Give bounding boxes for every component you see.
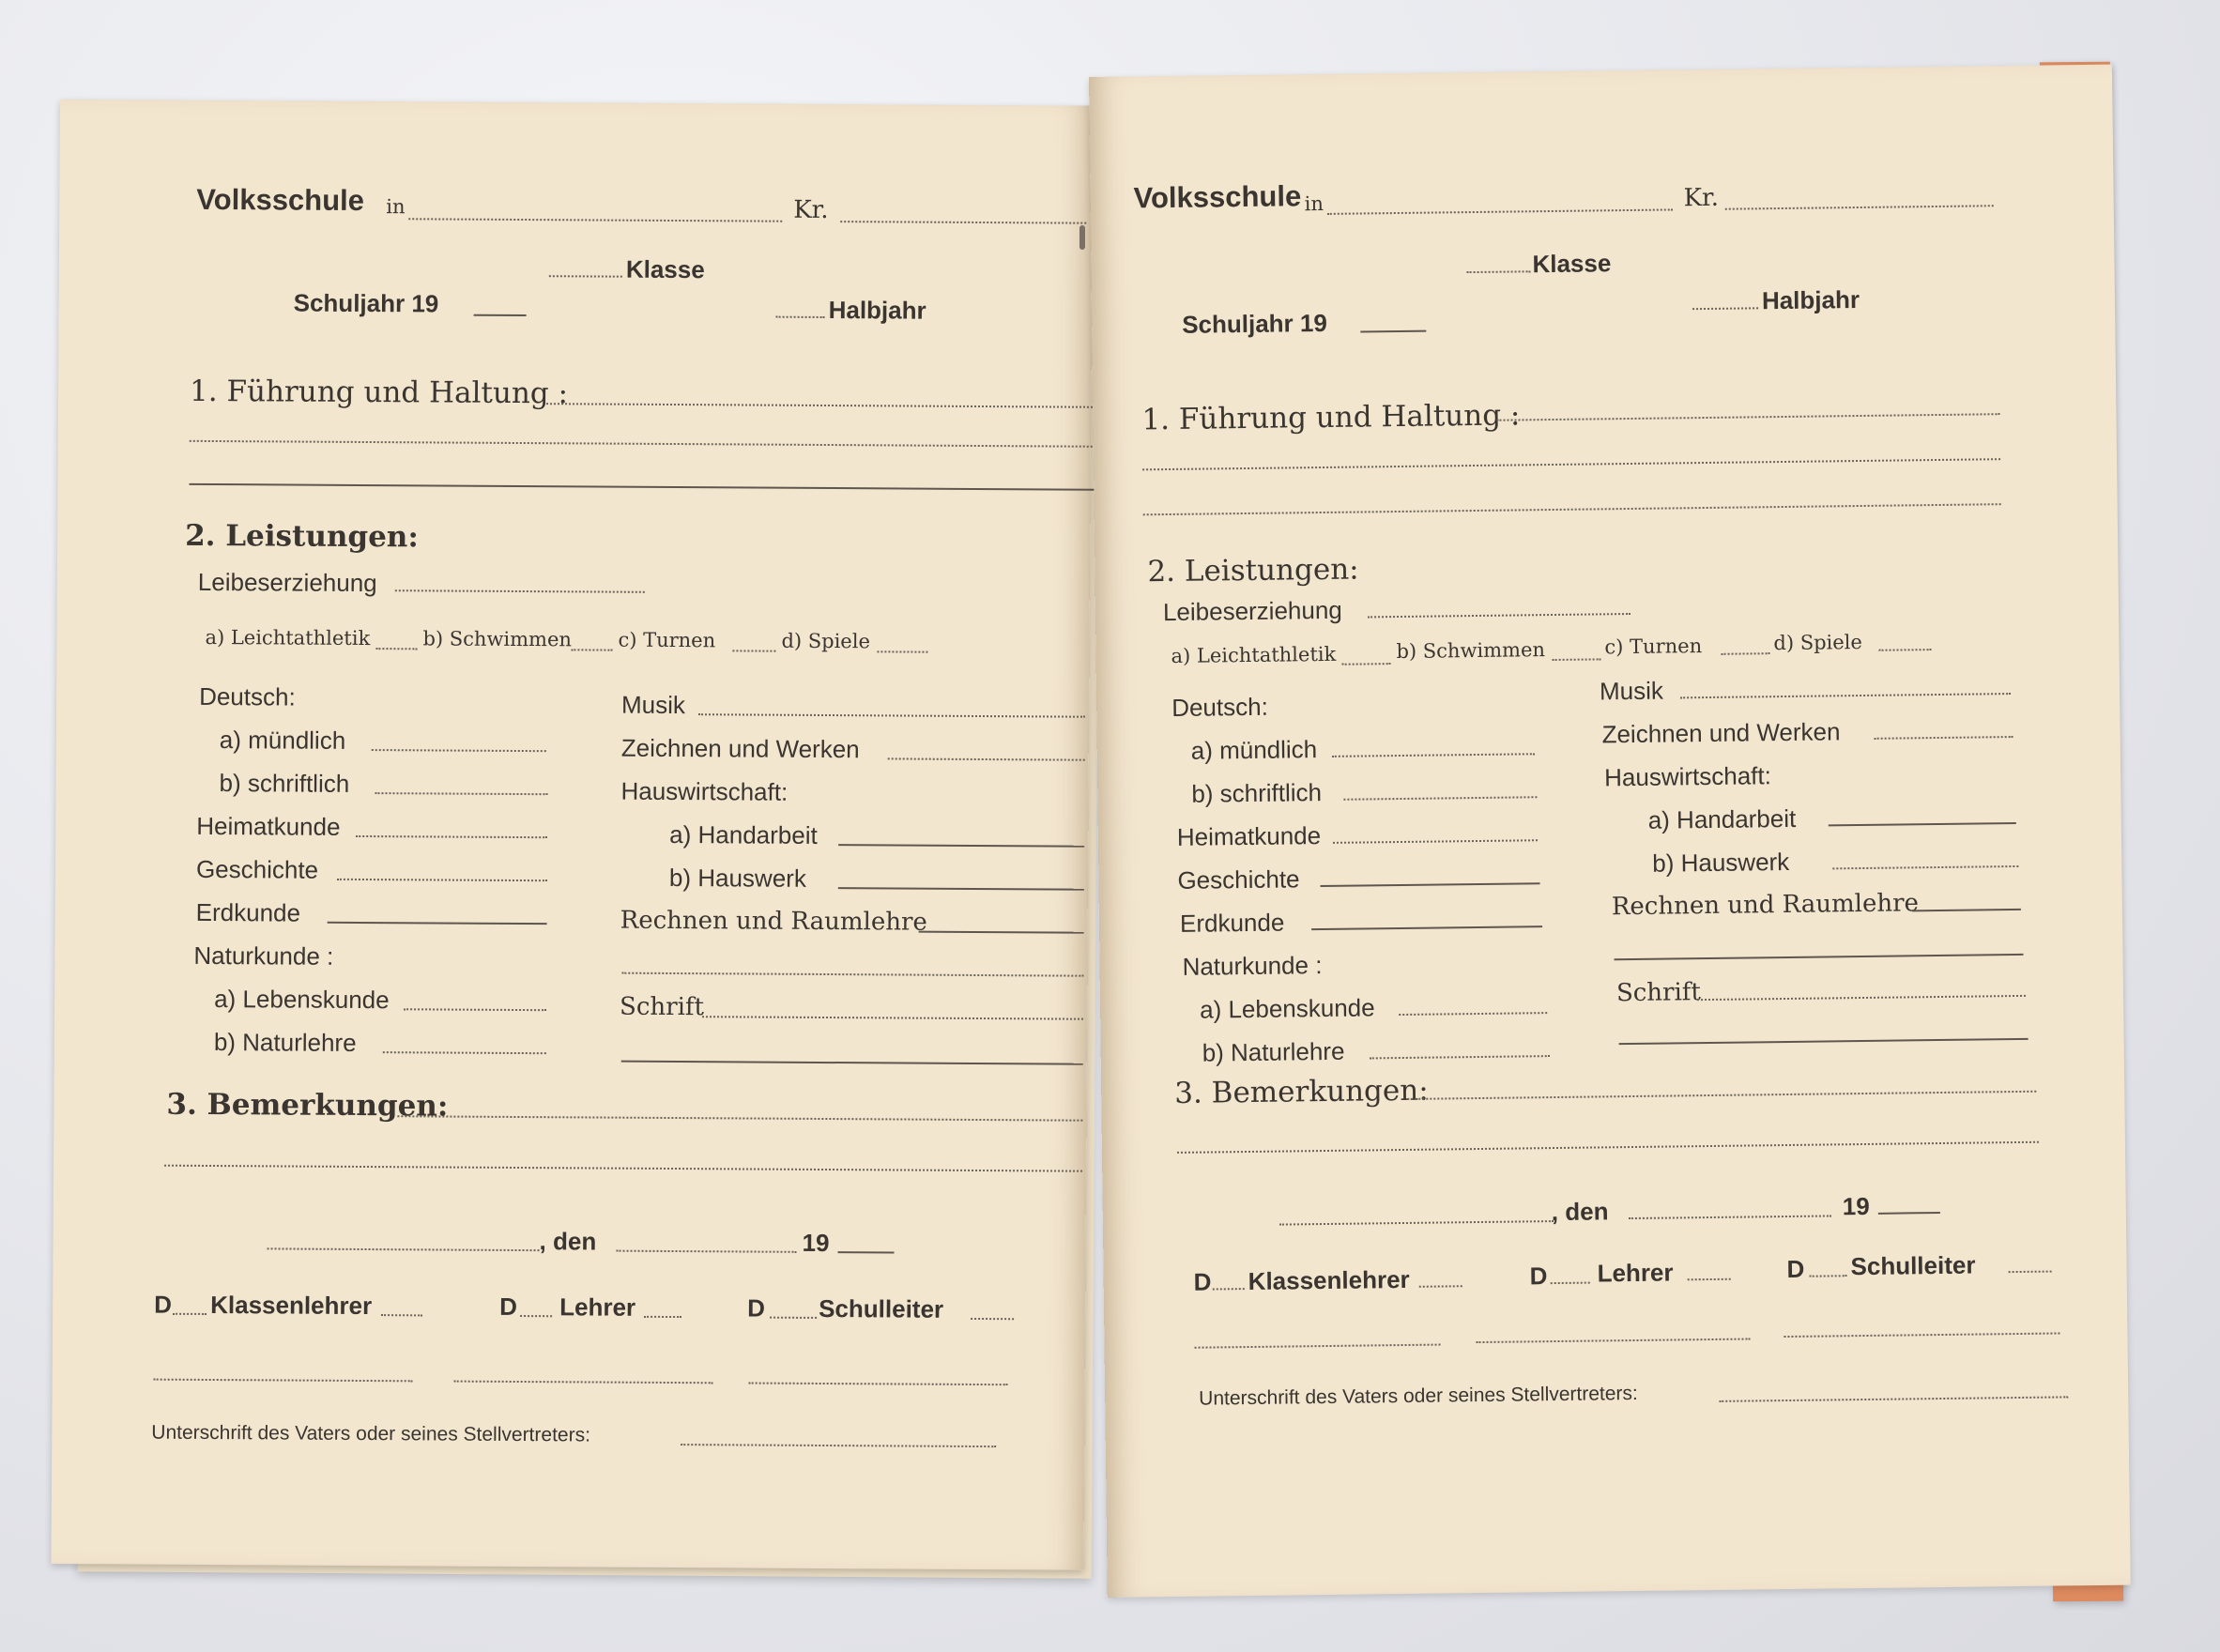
school-title: Volksschule <box>196 182 365 217</box>
den-label-right: , den <box>1551 1197 1609 1227</box>
section-bemerkungen-right: 3. Bemerkungen: <box>1174 1073 1429 1110</box>
label-schwimmen: b) Schwimmen <box>422 627 573 651</box>
label-rechnen-right: Rechnen und Raumlehre <box>1611 889 1920 922</box>
in-label: in <box>386 195 406 219</box>
d-label-2-right: D <box>1529 1262 1548 1291</box>
label-klassenlehrer-right: Klassenlehrer <box>1248 1264 1410 1296</box>
label-turnen: c) Turnen <box>618 628 716 652</box>
kreis-label: Kr. <box>793 195 829 225</box>
label-leichtathletik: a) Leichtathletik <box>205 625 371 650</box>
right-page <box>1089 65 2131 1598</box>
label-leichtathletik-right: a) Leichtathletik <box>1171 642 1337 667</box>
halbjahr-label: Halbjahr <box>828 296 926 325</box>
label-deutsch: Deutsch: <box>199 681 296 711</box>
den-label: , den <box>539 1227 597 1256</box>
label-hauswirtschaft: Hauswirtschaft: <box>620 776 788 806</box>
label-muendlich: a) mündlich <box>219 726 346 755</box>
d-label-1-right: D <box>1193 1267 1212 1296</box>
label-schwimmen-right: b) Schwimmen <box>1396 638 1546 664</box>
label-lehrer: Lehrer <box>559 1293 636 1322</box>
label-leibeserziehung: Leibeserziehung <box>197 567 377 598</box>
label-naturkunde: Naturkunde : <box>193 941 334 971</box>
label-schrift: Schrift <box>620 992 705 1022</box>
label-hauswerk: b) Hauswerk <box>668 863 806 893</box>
label-muendlich-right: a) mündlich <box>1190 735 1318 765</box>
section-leistungen-right: 2. Leistungen: <box>1147 552 1359 589</box>
label-heimatkunde: Heimatkunde <box>196 811 341 841</box>
kreis-label-right: Kr. <box>1683 183 1720 213</box>
label-spiele-right: d) Spiele <box>1773 630 1862 655</box>
label-zeichnen: Zeichnen und Werken <box>620 733 860 764</box>
label-lebenskunde-right: a) Lebenskunde <box>1199 993 1375 1024</box>
label-erdkunde: Erdkunde <box>195 897 301 927</box>
label-naturlehre: b) Naturlehre <box>213 1028 357 1057</box>
d-label-1: D <box>154 1290 173 1319</box>
section-fuehrung-right: 1. Führung und Haltung : <box>1141 398 1521 437</box>
section-fuehrung: 1. Führung und Haltung : <box>189 374 569 411</box>
label-rechnen: Rechnen und Raumlehre <box>620 906 927 937</box>
label-klassenlehrer: Klassenlehrer <box>210 1291 373 1321</box>
staple-hole <box>1079 225 1085 250</box>
school-title-right: Volksschule <box>1133 179 1302 215</box>
label-heimatkunde-right: Heimatkunde <box>1176 821 1322 851</box>
klasse-label-right: Klasse <box>1532 249 1612 279</box>
label-schrift-right: Schrift <box>1615 978 1702 1008</box>
label-hauswerk-right: b) Hauswerk <box>1652 847 1790 878</box>
d-label-3-right: D <box>1786 1254 1805 1284</box>
klasse-label: Klasse <box>625 254 705 284</box>
schuljahr-label-right: Schuljahr 19 <box>1182 308 1328 339</box>
label-naturkunde-right: Naturkunde : <box>1182 951 1323 981</box>
label-unterschrift-right: Unterschrift des Vaters oder seines Stellvertreters: <box>1199 1382 1638 1410</box>
label-schulleiter: Schulleiter <box>819 1293 944 1323</box>
label-leibeserziehung-right: Leibeserziehung <box>1162 595 1342 627</box>
label-zeichnen-right: Zeichnen und Werken <box>1601 717 1841 749</box>
label-handarbeit-right: a) Handarbeit <box>1647 803 1797 834</box>
schuljahr-label: Schuljahr 19 <box>293 288 439 318</box>
label-lebenskunde: a) Lebenskunde <box>214 985 390 1015</box>
section-bemerkungen: 3. Bemerkungen: <box>166 1087 449 1124</box>
label-spiele: d) Spiele <box>781 629 871 653</box>
label-musik: Musik <box>620 690 686 720</box>
d-label-3: D <box>747 1293 766 1323</box>
label-schriftlich-right: b) schriftlich <box>1191 778 1323 808</box>
label-schulleiter-right: Schulleiter <box>1850 1250 1976 1281</box>
label-naturlehre-right: b) Naturlehre <box>1202 1036 1345 1067</box>
label-erdkunde-right: Erdkunde <box>1179 908 1285 938</box>
d-label-2: D <box>499 1292 518 1321</box>
label-geschichte: Geschichte <box>195 854 319 884</box>
label-unterschrift: Unterschrift des Vaters oder seines Stellvertreters: <box>151 1421 591 1446</box>
in-label-right: in <box>1304 191 1324 216</box>
halbjahr-label-right: Halbjahr <box>1761 284 1860 315</box>
label-hauswirtschaft-right: Hauswirtschaft: <box>1603 761 1772 792</box>
label-musik-right: Musik <box>1599 676 1664 706</box>
label-schriftlich: b) schriftlich <box>219 769 350 798</box>
label-turnen-right: c) Turnen <box>1604 635 1703 659</box>
label-handarbeit: a) Handarbeit <box>669 819 818 849</box>
section-leistungen: 2. Leistungen: <box>185 518 419 555</box>
year-label: 19 <box>802 1228 830 1258</box>
label-lehrer-right: Lehrer <box>1597 1258 1674 1288</box>
label-deutsch-right: Deutsch: <box>1171 692 1269 722</box>
label-geschichte-right: Geschichte <box>1177 864 1300 895</box>
year-label-right: 19 <box>1842 1191 1870 1221</box>
left-page <box>51 99 1093 1570</box>
